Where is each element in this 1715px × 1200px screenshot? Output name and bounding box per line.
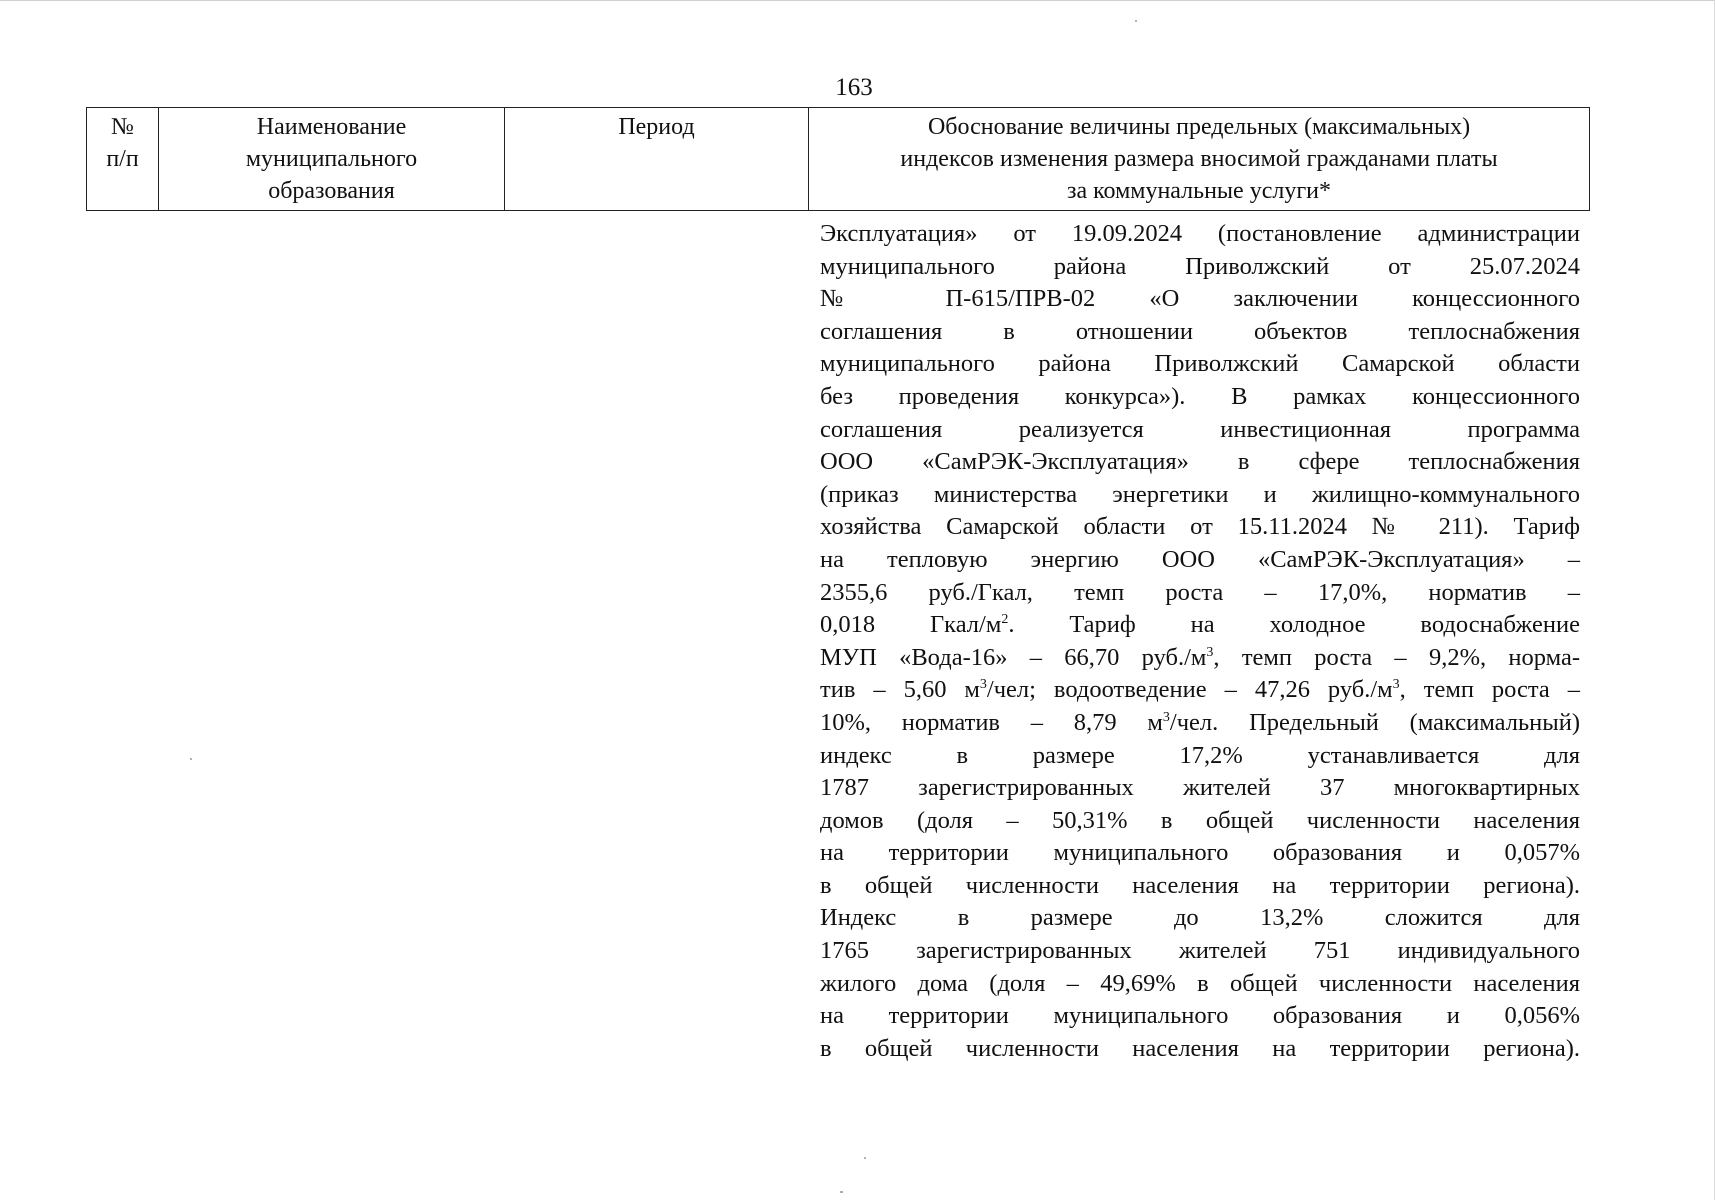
text-line: Эксплуатация» от 19.09.2024 (постановление администрации bbox=[820, 220, 1580, 247]
text-line: на территории муниципального образования и 0,057% bbox=[820, 839, 1580, 867]
text-line: соглашения в отношении объектов теплоснабжения bbox=[820, 317, 1580, 345]
text-line: на тепловую энергию ООО «СамРЭК-Эксплуатация» – bbox=[820, 545, 1580, 573]
page-number: 163 bbox=[835, 74, 873, 101]
text-line: 2355,6 руб./Гкал, темп роста – 17,0%, норматив – bbox=[820, 578, 1580, 606]
header-cell-justification: Обоснование величины предельных (максимальных) индексов изменения размера вносимой гражданами платы за коммунальные услуги* bbox=[900, 114, 1498, 204]
text-line: 10%, норматив – 8,79 $м^3$/чел. Предельный (максимальный) bbox=[820, 708, 1580, 736]
table-header bbox=[86, 107, 1590, 211]
scan-speck bbox=[840, 1191, 843, 1193]
text-line: жилого дома (доля – 49,69% в общей численности населения bbox=[820, 969, 1580, 997]
header-cell-municipality: Наименование муниципального образования bbox=[159, 108, 505, 210]
text-line: домов (доля – 50,31% в общей численности населения bbox=[820, 806, 1580, 834]
justification-text bbox=[820, 218, 1580, 1065]
text-line: муниципального района Приволжский от 25.07.2024 bbox=[820, 252, 1580, 280]
text-line: хозяйства Самарской области от 15.11.2024 № 211). Тариф bbox=[820, 513, 1580, 541]
text-line: 1765 зарегистрированных жителей 751 индивидуального bbox=[820, 937, 1580, 965]
scan-edge-top bbox=[0, 0, 1715, 1]
scan-speck bbox=[864, 1157, 866, 1159]
text-line: тив – 5,60 $м^3$/чел; водоотведение – 47,26 $руб./м^3$, темп роста – bbox=[820, 676, 1581, 704]
scan-speck bbox=[1135, 20, 1137, 22]
text-line: № П-615/ПРВ-02 «О заключении концессионного bbox=[820, 285, 1580, 313]
text-line: индекс в размере 17,2% устанавливается для bbox=[820, 741, 1580, 769]
text-line: Индекс в размере до 13,2% сложится для bbox=[820, 904, 1580, 932]
header-cell-period: Период bbox=[505, 108, 809, 210]
text-line: в общей численности населения на территории региона). bbox=[820, 871, 1580, 899]
text-line: на территории муниципального образования и 0,056% bbox=[820, 1002, 1580, 1030]
scan-speck bbox=[190, 758, 192, 760]
text-line: в общей численности населения на территории региона). bbox=[820, 1034, 1580, 1062]
text-line: (приказ министерства энергетики и жилищно-коммунального bbox=[820, 480, 1580, 508]
text-line: муниципального района Приволжский Самарской области bbox=[820, 350, 1580, 378]
text-line: соглашения реализуется инвестиционная программа bbox=[820, 415, 1580, 443]
header-cell-number: № п/п bbox=[87, 108, 159, 210]
text-line: без проведения конкурса»). В рамках концессионного bbox=[820, 382, 1580, 410]
text-line: 0,018 Гкал/$м^2$. Тариф на холодное водоснабжение bbox=[820, 611, 1580, 639]
text-line: МУП «Вода-16» – 66,70 $руб./м^3$, темп роста – 9,2%, норма- bbox=[820, 643, 1580, 671]
text-line: ООО «СамРЭК-Эксплуатация» в сфере теплоснабжения bbox=[820, 448, 1580, 476]
text-line: 1787 зарегистрированных жителей 37 многоквартирных bbox=[820, 774, 1580, 802]
